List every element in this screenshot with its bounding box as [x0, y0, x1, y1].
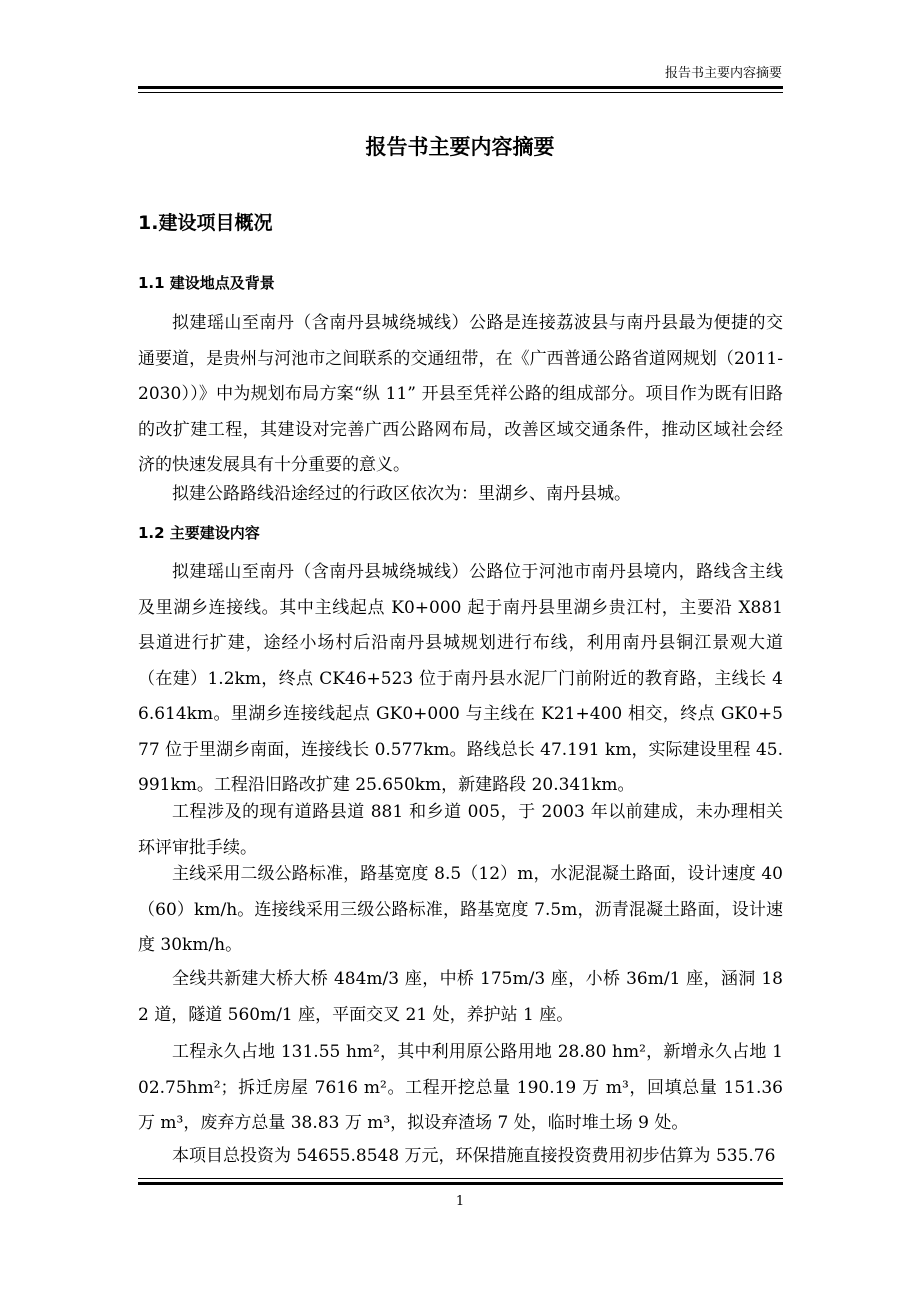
- section-heading-1: 1.建设项目概况: [138, 212, 273, 234]
- running-header: 报告书主要内容摘要: [664, 66, 782, 81]
- footer-rule-thick: [138, 1182, 783, 1185]
- paragraph-1-2-a: 拟建瑶山至南丹（含南丹县城绕城线）公路位于河池市南丹县境内，路线含主线及里湖乡连接线。其中主线起点 K0+000 起于南丹县里湖乡贵江村，主要沿 X881 县道进行扩建，途经小场村后沿南丹县城规划进行布线，利用南丹县铜江景观大道（在建）1.2km，终点 CK46+523 位于南丹县水泥厂门前附近的教育路，主线长 46.614km。里湖乡连接线起点 GK0+000 与主线在 K21+400 相交，终点 GK0+577 位于里湖乡南面，连接线长 0.577km。路线总长 47.191 km，实际建设里程 45.991km。工程沿旧路改扩建 25.650km，新建路段 20.341km。: [138, 562, 783, 795]
- footer-rule-thin: [138, 1178, 783, 1179]
- paragraph-1-2-d: 全线共新建大桥大桥 484m/3 座，中桥 175m/3 座，小桥 36m/1 座，涵洞 182 道，隧道 560m/1 座，平面交叉 21 处，养护站 1 座。: [138, 969, 783, 1025]
- paragraph-1-1-b: 拟建公路路线沿途经过的行政区依次为：里湖乡、南丹县城。: [172, 484, 631, 504]
- header-rule-thick: [138, 86, 783, 89]
- paragraph-1-1-a: 拟建瑶山至南丹（含南丹县城绕城线）公路是连接荔波县与南丹县最为便捷的交通要道，是贵州与河池市之间联系的交通纽带，在《广西普通公路省道网规划（2011-2030））》中为规划布局方案“纵 11” 开县至凭祥公路的组成部分。项目作为既有旧路的改扩建工程，其建设对完善广西公路网布局，改善区域交通条件，推动区域社会经济的快速发展具有十分重要的意义。: [138, 313, 783, 475]
- header-rule-thin: [138, 92, 783, 93]
- paragraph-1-2-c: 主线采用二级公路标准，路基宽度 8.5（12）m，水泥混凝土路面，设计速度 40（60）km/h。连接线采用三级公路标准，路基宽度 7.5m，沥青混凝土路面，设计速度 30km/h。: [138, 864, 783, 955]
- paragraph-1-2-f: 本项目总投资为 54655.8548 万元，环保措施直接投资费用初步估算为 535.76: [172, 1146, 776, 1166]
- page-title: 报告书主要内容摘要: [365, 135, 555, 159]
- paragraph-1-2-e: 工程永久占地 131.55 hm²，其中利用原公路用地 28.80 hm²，新增永久占地 102.75hm²；拆迁房屋 7616 m²。工程开挖总量 190.19 万 m³，回填总量 151.36 万 m³，废弃方总量 38.83 万 m³，拟设弃渣场 7 处，临时堆土场 9 处。: [138, 1042, 783, 1133]
- paragraph-1-2-b: 工程涉及的现有道路县道 881 和乡道 005，于 2003 年以前建成，未办理相关环评审批手续。: [138, 802, 783, 858]
- page-number: 1: [455, 1194, 465, 1209]
- subsection-heading-1-2: 1.2 主要建设内容: [138, 524, 260, 542]
- subsection-heading-1-1: 1.1 建设地点及背景: [138, 274, 275, 292]
